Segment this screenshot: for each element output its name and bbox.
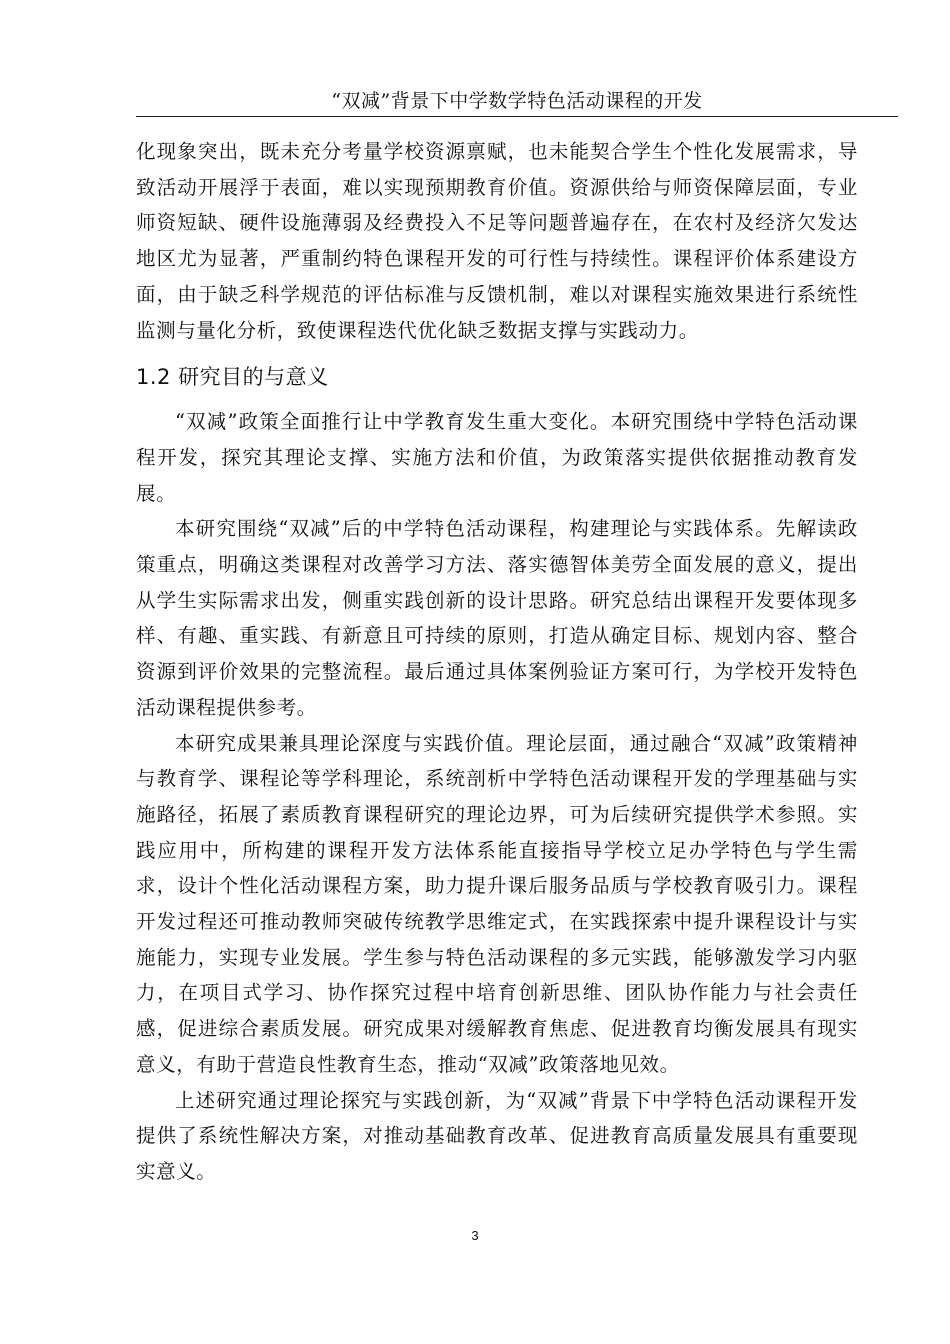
- body-text: [136, 134, 858, 1190]
- paragraph: 上述研究通过理论探究与实践创新，为“双减”背景下中学特色活动课程开发提供了系统性解决方案，对推动基础教育改革、促进教育高质量发展具有重要现实意义。: [136, 1088, 858, 1183]
- paragraph: 本研究成果兼具理论深度与实践价值。理论层面，通过融合“双减”政策精神与教育学、课程论等学科理论，系统剖析中学特色活动课程开发的学理基础与实施路径，拓展了素质教育课程研究的理论边界，可为后续研究提供学术参照。实践应用中，所构建的课程开发方法体系能直接指导学校立足办学特色与学生需求，设计个性化活动课程方案，助力提升课后服务品质与学校教育吸引力。课程开发过程还可推动教师突破传统教学思维定式，在实践探索中提升课程设计与实施能力，实现专业发展。学生参与特色活动课程的多元实践，能够激发学习内驱力，在项目式学习、协作探究过程中培育创新思维、团队协作能力与社会责任感，促进综合素质发展。研究成果对缓解教育焦虑、促进教育均衡发展具有现实意义，有助于营造良性教育生态，推动“双减”政策落地见效。: [136, 731, 858, 1076]
- running-header: “双减”背景下中学数学特色活动课程的开发: [331, 90, 703, 112]
- paragraph: “双减”政策全面推行让中学教育发生重大变化。本研究围绕中学特色活动课程开发，探究其理论支撑、实施方法和价值，为政策落实提供依据推动教育发展。: [136, 410, 858, 505]
- section-heading: 1.2 研究目的与意义: [136, 365, 329, 390]
- header-rule: [136, 116, 898, 117]
- paragraph: 本研究围绕“双减”后的中学特色活动课程，构建理论与实践体系。先解读政策重点，明确这类课程对改善学习方法、落实德智体美劳全面发展的意义，提出从学生实际需求出发，侧重实践创新的设计思路。研究总结出课程开发要体现多样、有趣、重实践、有新意且可持续的原则，打造从确定目标、规划内容、整合资源到评价效果的完整流程。最后通过具体案例验证方案可行，为学校开发特色活动课程提供参考。: [136, 517, 858, 719]
- page-number: 3: [471, 1228, 479, 1243]
- paragraph-continued: 化现象突出，既未充分考量学校资源禀赋，也未能契合学生个性化发展需求，导致活动开展浮于表面，难以实现预期教育价值。资源供给与师资保障层面，专业师资短缺、硬件设施薄弱及经费投入不足等问题普遍存在，在农村及经济欠发达地区尤为显著，严重制约特色课程开发的可行性与持续性。课程评价体系建设方面，由于缺乏科学规范的评估标准与反馈机制，难以对课程实施效果进行系统性监测与量化分析，致使课程迭代优化缺乏数据支撑与实践动力。: [136, 140, 858, 342]
